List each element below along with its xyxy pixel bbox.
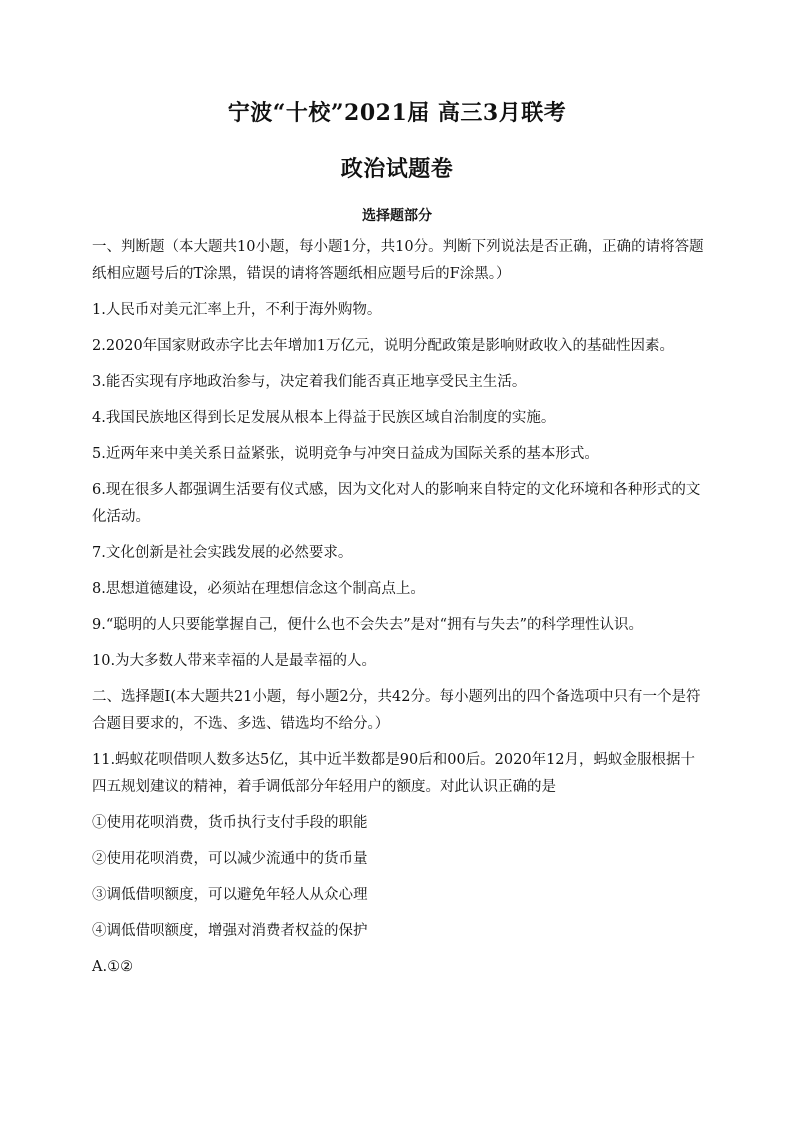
option-statement-3: ③调低借呗额度，可以避免年轻人从众心理 (92, 887, 368, 903)
answer-choice-a: A.①② (92, 959, 134, 975)
exam-subtitle: 政治试题卷 (340, 156, 454, 182)
question-5: 5.近两年来中美关系日益紧张，说明竞争与冲突日益成为国际关系的基本形式。 (92, 446, 599, 462)
question-8: 8.思想道德建设，必须站在理想信念这个制高点上。 (92, 581, 425, 597)
question-10: 10.为大多数人带来幸福的人是最幸福的人。 (92, 653, 377, 669)
question-body (92, 234, 704, 990)
question-9: 9.“聪明的人只要能掌握自己，便什么也不会失去”是对“拥有与失去”的科学理性认识。 (92, 617, 643, 633)
option-statement-2: ②使用花呗消费，可以减少流通中的货币量 (92, 851, 368, 867)
question-2: 2.2020年国家财政赤字比去年增加1万亿元，说明分配政策是影响财政收入的基础性因素。 (92, 338, 674, 354)
exam-title: 宁波“十校”2021届 高三3月联考 (227, 100, 567, 126)
question-6: 6.现在很多人都强调生活要有仪式感，因为文化对人的影响来自特定的文化环境和各种形式的文化活动。 (92, 482, 701, 525)
question-3: 3.能否实现有序地政治参与，决定着我们能否真正地享受民主生活。 (92, 374, 527, 390)
part-one-instructions: 一、判断题（本大题共10小题，每小题1分，共10分。判断下列说法是否正确，正确的请将答题纸相应题号后的T涂黑，错误的请将答题纸相应题号后的F涂黑。） (92, 239, 704, 282)
section-heading: 选择题部分 (362, 208, 432, 224)
option-statement-1: ①使用花呗消费，货币执行支付手段的职能 (92, 815, 368, 831)
question-11: 11.蚂蚁花呗借呗人数多达5亿，其中近半数都是90后和00后。2020年12月，蚂蚁金服根据十四五规划建议的精神，着手调低部分年轻用户的额度。对此认识正确的是 (92, 752, 696, 795)
option-statement-4: ④调低借呗额度，增强对消费者权益的保护 (92, 923, 368, 939)
question-7: 7.文化创新是社会实践发展的必然要求。 (92, 545, 353, 561)
question-4: 4.我国民族地区得到长足发展从根本上得益于民族区域自治制度的实施。 (92, 410, 556, 426)
question-1: 1.人民币对美元汇率上升，不利于海外购物。 (92, 302, 382, 318)
part-two-instructions: 二、选择题I(本大题共21小题，每小题2分，共42分。每小题列出的四个备选项中只有一个是符合题目要求的，不选、多选、错选均不给分。） (92, 689, 701, 732)
